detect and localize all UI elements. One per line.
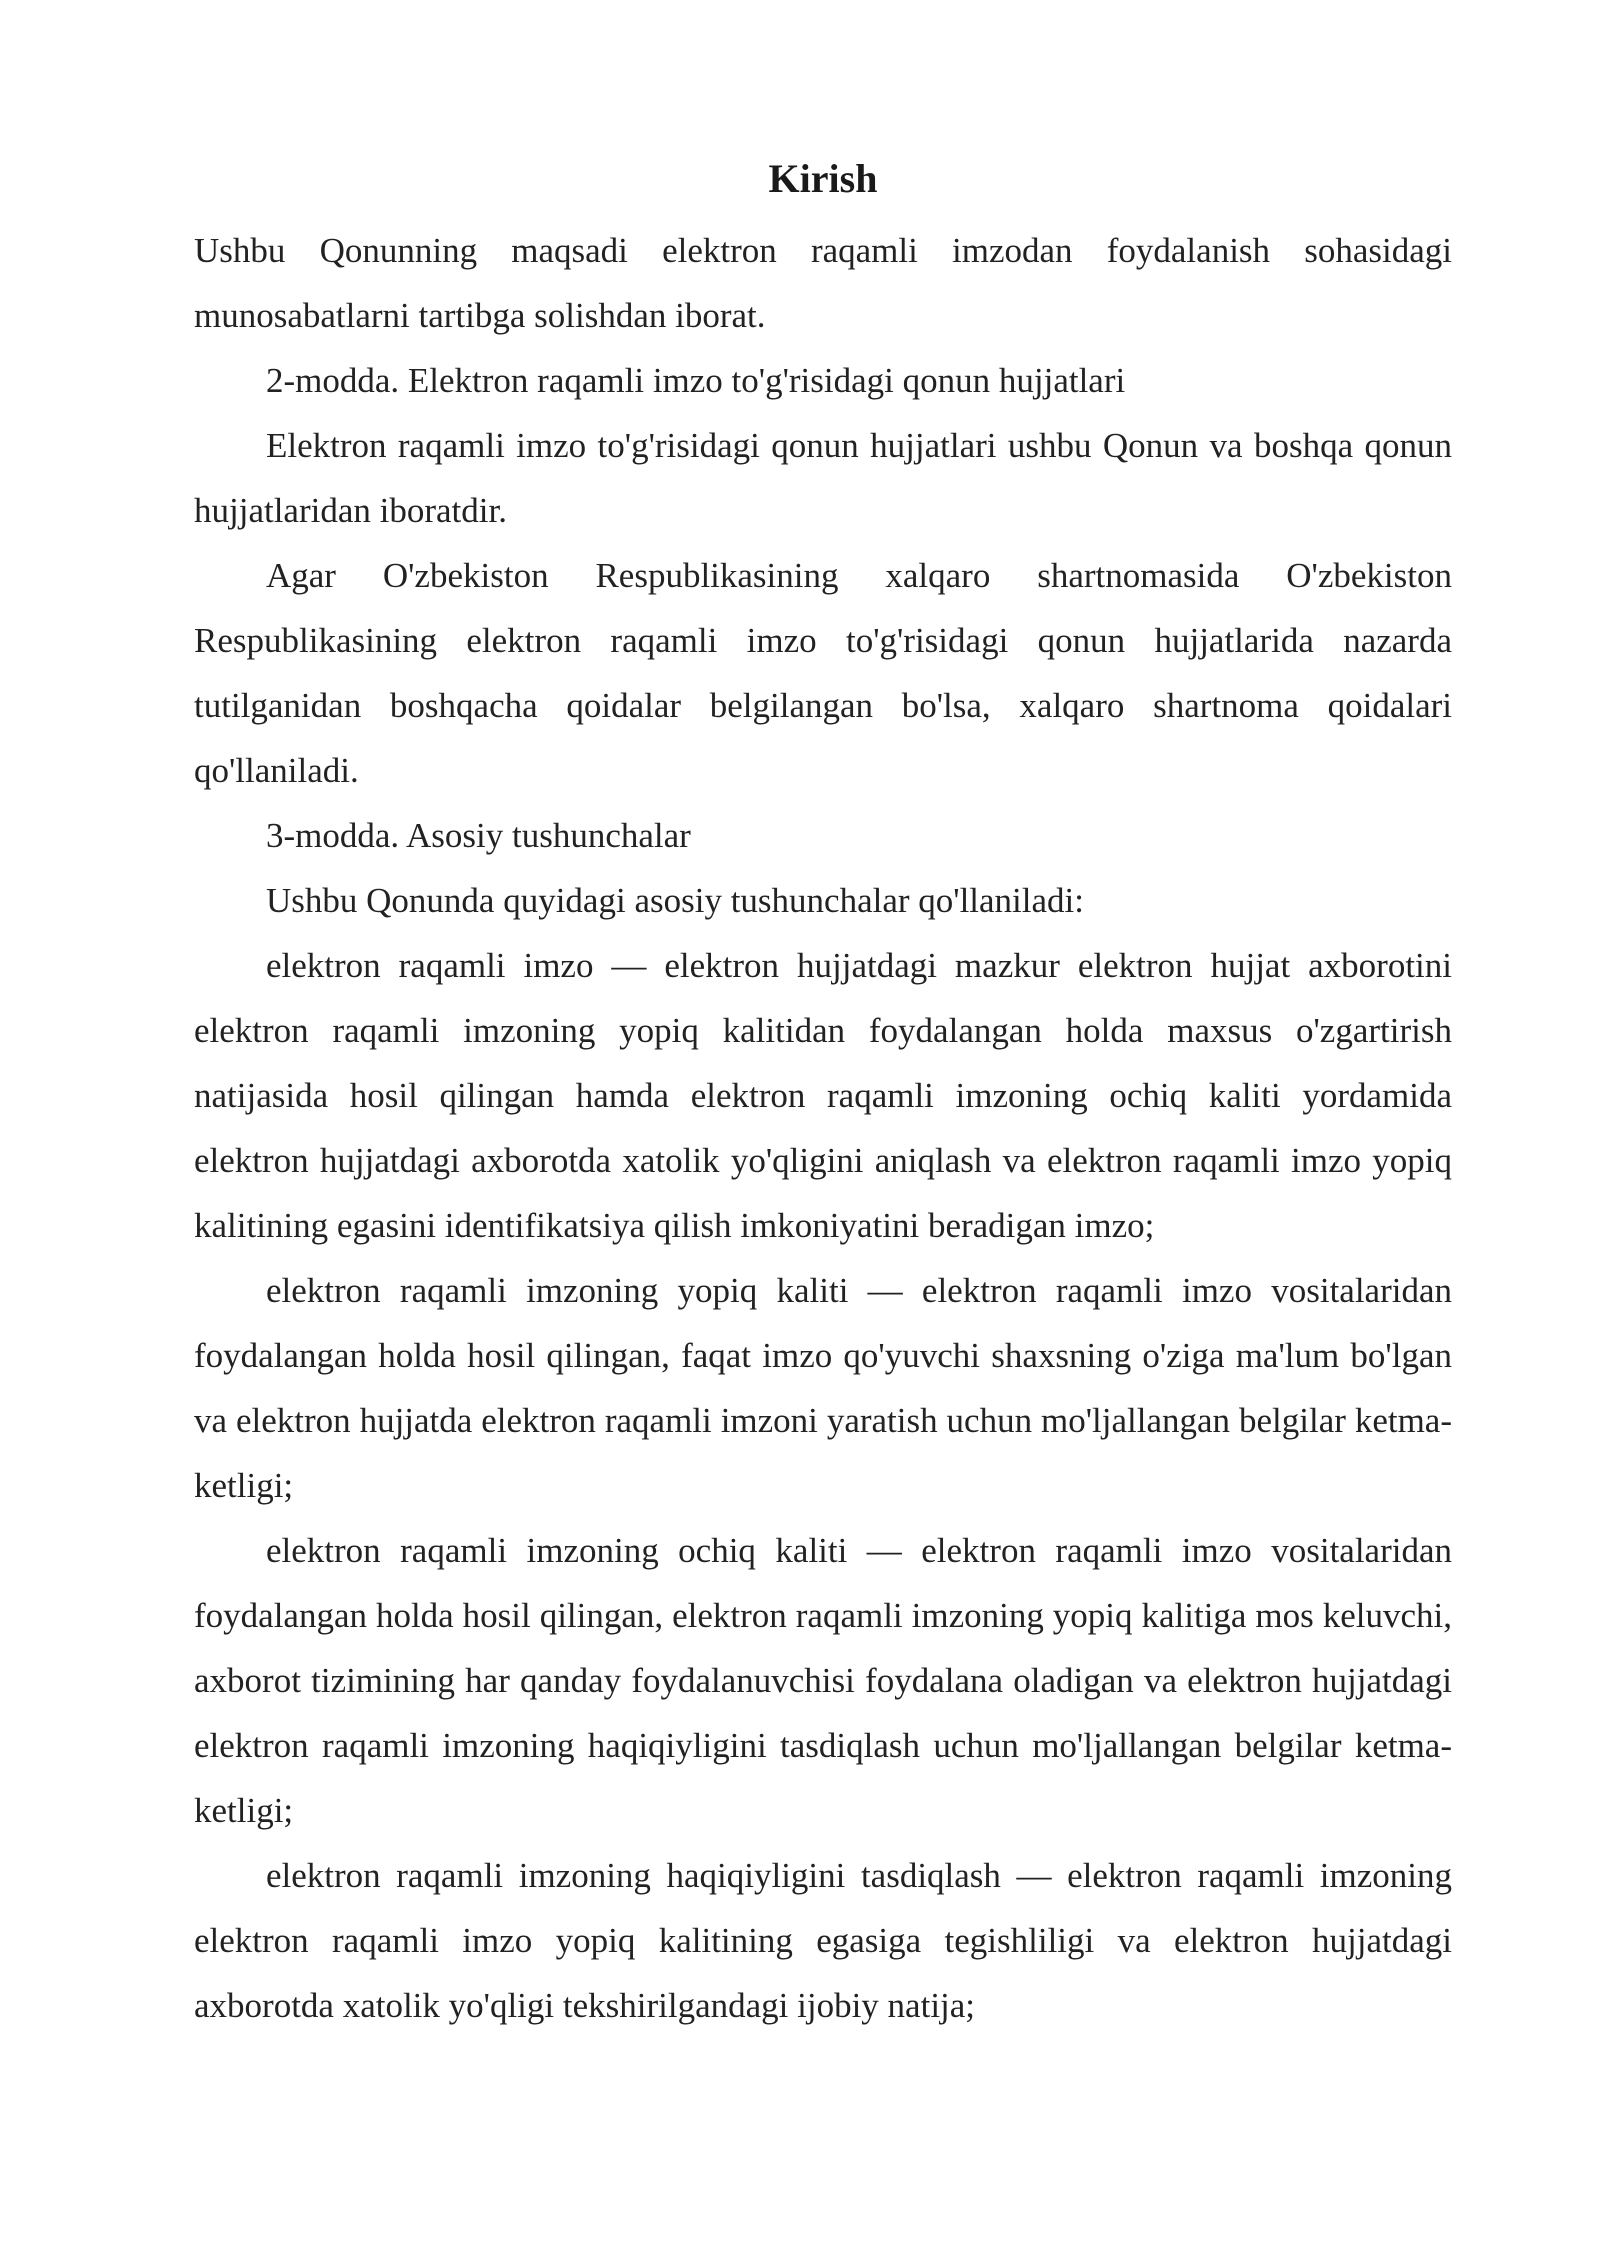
paragraph-legislation: Elektron raqamli imzo to'g'risidagi qonun hujjatlari ushbu Qonun va boshqa qonun hujjatlaridan iboratdir. <box>194 426 1452 530</box>
definition-public-key: elektron raqamli imzoning ochiq kaliti — elektron raqamli imzo vositalaridan foydalangan holda hosil qilingan, elektron raqamli imzoning yopiq kalitiga mos keluvchi, axborot tizimining har qanday foydalanuvchisi foydalana oladigan va elektron hujjatdagi elektron raqamli imzoning haqiqiyligini tasdiqlash uchun mo'ljallangan belgilar ketma-ketligi; <box>194 1531 1452 1830</box>
article-3-heading: 3-modda. Asosiy tushunchalar <box>266 816 691 855</box>
definition-electronic-signature: elektron raqamli imzo — elektron hujjatdagi mazkur elektron hujjat axborotini elektron raqamli imzoning yopiq kalitidan foydalangan holda maxsus o'zgartirish natijasida hosil qilingan hamda elektron raqamli imzoning ochiq kaliti yordamida elektron hujjatdagi axborotda xatolik yo'qligini aniqlash va elektron raqamli imzo yopiq kalitining egasini identifikatsiya qilish imkoniyatini beradigan imzo; <box>194 946 1452 1245</box>
article-2-heading: 2-modda. Elektron raqamli imzo to'g'risidagi qonun hujjatlari <box>266 361 1126 400</box>
definition-private-key: elektron raqamli imzoning yopiq kaliti — elektron raqamli imzo vositalaridan foydalangan holda hosil qilingan, faqat imzo qo'yuvchi shaxsning o'ziga ma'lum bo'lgan va elektron hujjatda elektron raqamli imzoni yaratish uchun mo'ljallangan belgilar ketma-ketligi; <box>194 1271 1452 1505</box>
paragraph-international-treaty: Agar O'zbekiston Respublikasining xalqaro shartnomasida O'zbekiston Respublikasining elektron raqamli imzo to'g'risidagi qonun hujjatlarida nazarda tutilganidan boshqacha qoidalar belgilangan bo'lsa, xalqaro shartnoma qoidalari qo'llaniladi. <box>194 556 1452 790</box>
document-title: Kirish <box>768 156 878 201</box>
document-body <box>194 150 1452 2038</box>
paragraph-concepts-intro: Ushbu Qonunda quyidagi asosiy tushunchalar qo'llaniladi: <box>266 881 1084 920</box>
definition-authenticity-confirmation: elektron raqamli imzoning haqiqiyligini tasdiqlash — elektron raqamli imzoning elektron raqamli imzo yopiq kalitining egasiga tegishliligi va elektron hujjatdagi axborotda xatolik yo'qligi tekshirilgandagi ijobiy natija; <box>194 1856 1452 2025</box>
paragraph-purpose: Ushbu Qonunning maqsadi elektron raqamli imzodan foydalanish sohasidagi munosabatlarni tartibga solishdan iborat. <box>194 231 1452 335</box>
